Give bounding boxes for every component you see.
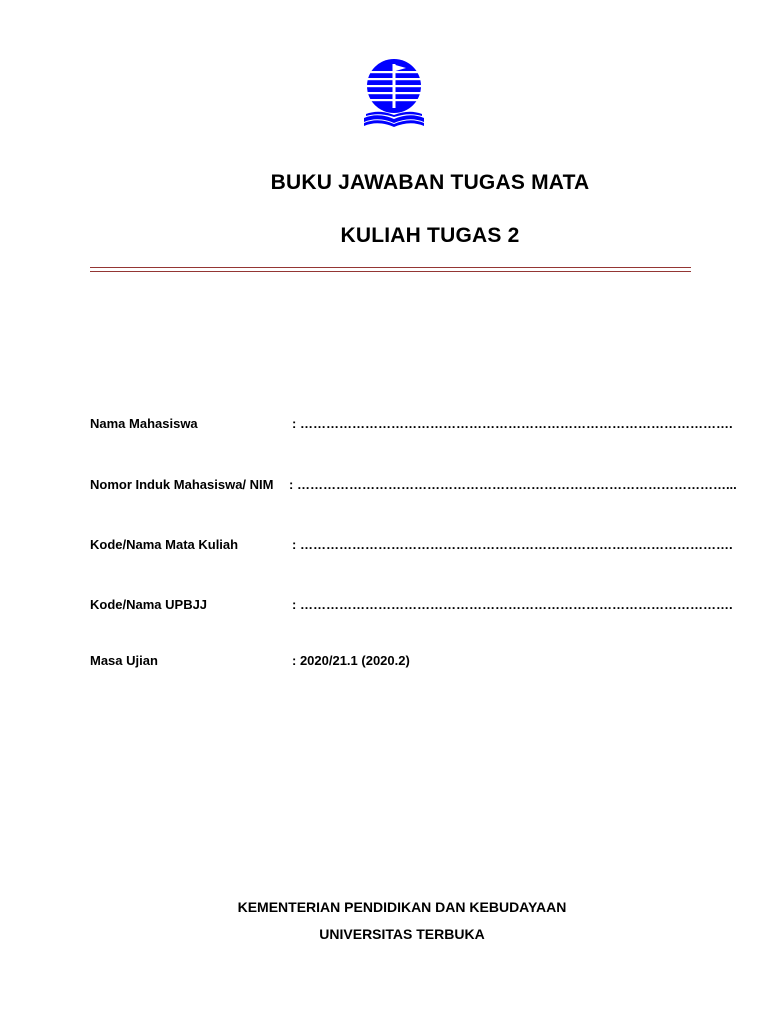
footer-university: UNIVERSITAS TERBUKA bbox=[319, 926, 485, 942]
field-label: Nomor Induk Mahasiswa/ NIM bbox=[90, 477, 274, 492]
divider-rule-top bbox=[90, 267, 691, 268]
field-value: : ………………………………………………………………………………………. bbox=[292, 537, 733, 552]
document-title-line-1: BUKU JAWABAN TUGAS MATA bbox=[270, 171, 590, 194]
field-label: Masa Ujian bbox=[90, 653, 158, 668]
document-title-line-2: KULIAH TUGAS 2 bbox=[340, 224, 520, 247]
field-label: Nama Mahasiswa bbox=[90, 416, 198, 431]
field-label: Kode/Nama UPBJJ bbox=[90, 597, 208, 612]
field-value: : ………………………………………………………………………………………. bbox=[292, 416, 733, 431]
field-value: : ………………………………………………………………………………………... bbox=[289, 477, 737, 492]
footer-ministry: KEMENTERIAN PENDIDIKAN DAN KEBUDAYAAN bbox=[237, 899, 567, 915]
divider-rule-bottom bbox=[90, 271, 691, 272]
field-value: : 2020/21.1 (2020.2) bbox=[292, 653, 410, 668]
field-label: Kode/Nama Mata Kuliah bbox=[90, 537, 239, 552]
universitas-terbuka-logo-icon bbox=[356, 56, 432, 132]
field-value: : ………………………………………………………………………………………. bbox=[292, 597, 733, 612]
